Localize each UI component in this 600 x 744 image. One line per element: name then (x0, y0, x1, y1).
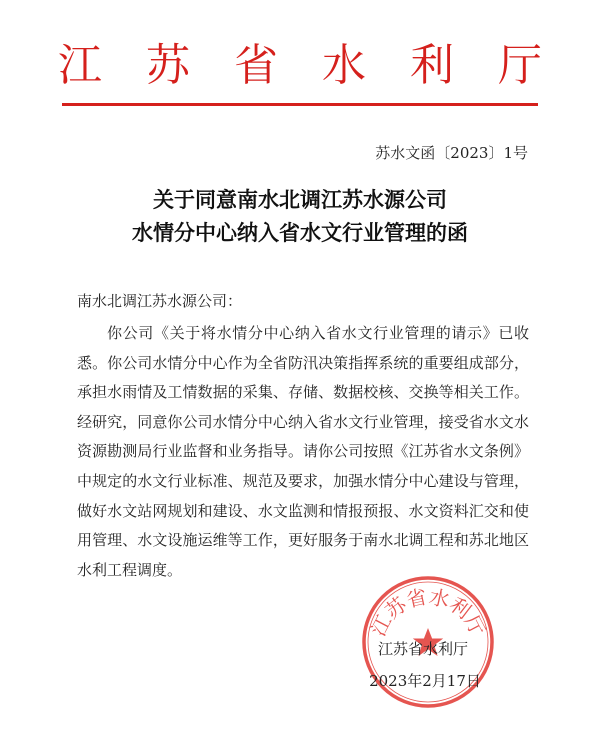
recipient-salutation: 南水北调江苏水源公司： (77, 292, 243, 310)
letterhead-char: 江 (58, 40, 102, 91)
letterhead-char: 省 (234, 40, 278, 91)
signature-organization: 江苏省水利厅 (377, 640, 468, 658)
document-title-line-1: 关于同意南水北调江苏水源公司 (153, 188, 447, 212)
document-title-line-2: 水情分中心纳入省水文行业管理的函 (132, 221, 468, 245)
letterhead-char: 利 (410, 40, 454, 91)
letterhead-char: 水 (322, 40, 366, 91)
letterhead-char: 厅 (498, 40, 542, 91)
document-number: 苏水文函〔2023〕1号 (375, 144, 528, 162)
letterhead-divider (62, 103, 538, 106)
seal-lettering: 江苏省水利厅 (365, 584, 491, 640)
body-paragraph: 你公司《关于将水情分中心纳入省水文行业管理的请示》已收悉。你公司水情分中心作为全省防汛决策指挥系统的重要组成部分，承担水雨情及工情数据的采集、存储、数据校核、交换等相关工作。经研究，同意你公司水情分中心纳入省水文行业管理，接受省水文水资源勘测局行业监督和业务指导。请你公司按照《江苏省水文条例》中规定的水文行业标准、规范及要求，加强水情分中心建设与管理，做好水文站网规划和建设、水文监测和情报预报、水文资料汇交和使用管理、水文设施运维等工作，更好服务于南水北调工程和苏北地区水利工程调度。 (77, 324, 529, 579)
letterhead-char: 苏 (146, 40, 190, 91)
document-title (40, 184, 560, 250)
letterhead-title (58, 38, 542, 94)
signature-date: 2023年2月17日 (369, 672, 481, 690)
